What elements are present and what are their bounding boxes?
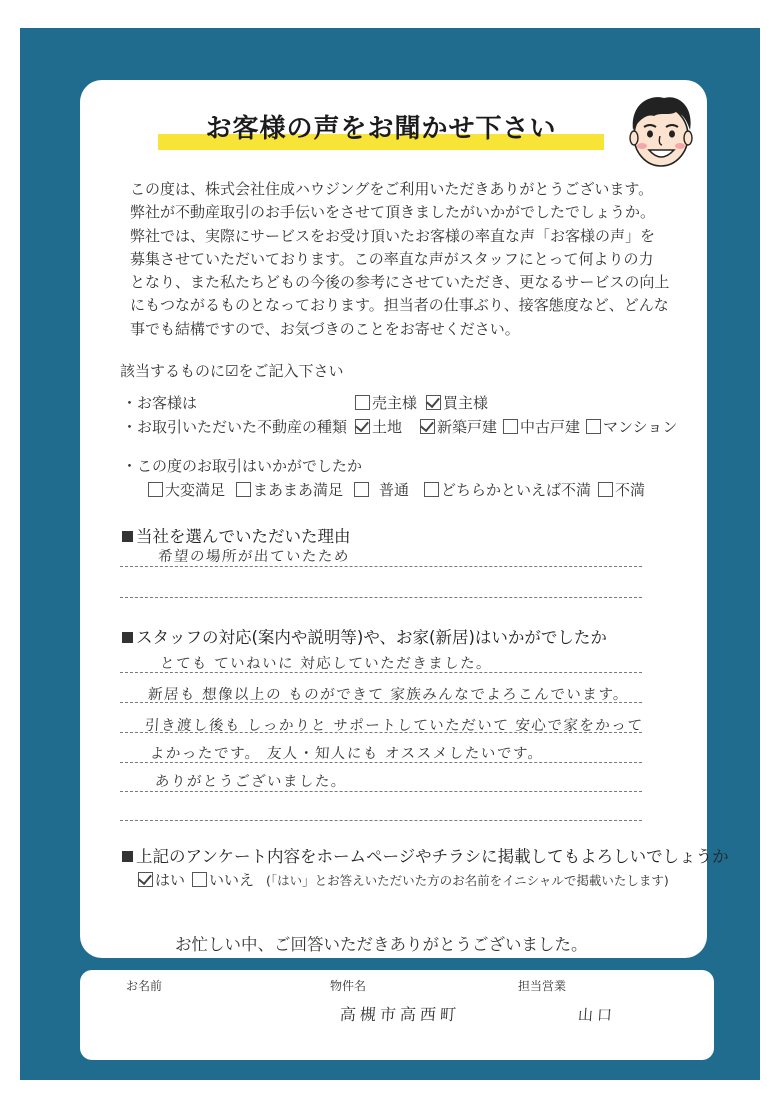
very-satisfied-option[interactable] bbox=[148, 479, 225, 500]
staff-label: 担当営業 bbox=[518, 979, 567, 993]
answer-rule bbox=[120, 566, 642, 567]
intro-line: 弊社では、実際にサービスをお受け頂いたお客様の率直な声「お客様の声」を bbox=[130, 226, 656, 245]
somewhat-satisfied-label: まあまあ満足 bbox=[253, 481, 344, 499]
answer-rule bbox=[120, 791, 642, 792]
mansion-checkbox[interactable] bbox=[586, 419, 601, 434]
staff-value[interactable]: 山口 bbox=[577, 1006, 617, 1024]
instruction-text: 該当するものに☑をご記入下さい bbox=[120, 362, 344, 380]
unsatisfied-option[interactable] bbox=[598, 479, 645, 500]
q1-heading-text: 当社を選んでいただいた理由 bbox=[136, 527, 351, 546]
publish-no-checkbox[interactable] bbox=[192, 872, 207, 887]
used-house-label: 中古戸建 bbox=[520, 418, 581, 436]
mansion-label: マンション bbox=[603, 418, 678, 436]
answer-rule bbox=[120, 702, 642, 703]
q2-answer-line[interactable]: とても ていねいに 対応していただきました。 bbox=[159, 656, 493, 672]
answer-rule bbox=[120, 732, 642, 733]
q1-answer-line[interactable]: 希望の場所が出ていたため bbox=[157, 549, 351, 565]
intro-line: 募集させていただいております。この率直な声がスタッフにとって何よりの力 bbox=[130, 249, 654, 268]
answer-rule bbox=[120, 762, 642, 763]
staff-face-icon bbox=[620, 90, 702, 170]
square-bullet-icon bbox=[122, 632, 133, 643]
thanks-text: お忙しい中、ご回答いただきありがとうございました。 bbox=[175, 935, 588, 954]
buyer-checkbox[interactable] bbox=[426, 395, 441, 410]
publish-yes-checkbox[interactable] bbox=[138, 872, 153, 887]
intro-line: 弊社が不動産取引のお手伝いをさせて頂きましたがいかがでしたでしょうか。 bbox=[130, 203, 656, 222]
publish-no-label: いいえ bbox=[209, 871, 255, 889]
property-value[interactable]: 高槻市高西町 bbox=[339, 1005, 461, 1024]
new-house-option[interactable] bbox=[420, 416, 497, 437]
title-block bbox=[158, 108, 604, 152]
somewhat-unsatisfied-checkbox[interactable] bbox=[424, 482, 439, 497]
publish-note: (「はい」とお答えいただいた方のお名前をイニシャルで掲載いたします) bbox=[266, 873, 669, 888]
q2-heading-text: スタッフの対応(案内や説明等)や、お家(新居)はいかがでしたか bbox=[136, 628, 607, 647]
square-bullet-icon bbox=[122, 851, 133, 862]
very-satisfied-label: 大変満足 bbox=[165, 481, 226, 499]
q2-heading bbox=[122, 624, 607, 648]
page-title: お客様の声をお聞かせ下さい bbox=[205, 114, 557, 144]
somewhat-unsatisfied-label: どちらかといえば不満 bbox=[441, 481, 592, 499]
very-satisfied-checkbox[interactable] bbox=[148, 482, 163, 497]
buyer-option[interactable] bbox=[426, 392, 488, 413]
seller-option[interactable] bbox=[355, 392, 417, 413]
publish-yes-label: はい bbox=[155, 871, 186, 889]
seller-label: 売主様 bbox=[372, 394, 418, 412]
new-house-checkbox[interactable] bbox=[420, 419, 435, 434]
new-house-label: 新築戸建 bbox=[437, 418, 498, 436]
neutral-label: 普通 bbox=[379, 481, 410, 499]
land-checkbox[interactable] bbox=[355, 419, 370, 434]
unsatisfied-label: 不満 bbox=[615, 481, 646, 499]
intro-line: この度は、株式会社住成ハウジングをご利用いただきありがとうございます。 bbox=[130, 180, 654, 198]
somewhat-satisfied-checkbox[interactable] bbox=[236, 482, 251, 497]
land-option[interactable] bbox=[355, 416, 402, 437]
property-type-label: ・お取引いただいた不動産の種類 bbox=[122, 418, 348, 436]
intro-text bbox=[130, 178, 690, 341]
customer-type-label: ・お客様は bbox=[122, 394, 198, 412]
unsatisfied-checkbox[interactable] bbox=[598, 482, 613, 497]
publish-no-option[interactable] bbox=[192, 869, 254, 890]
used-house-option[interactable] bbox=[503, 416, 580, 437]
square-bullet-icon bbox=[122, 531, 133, 542]
answer-rule bbox=[120, 820, 642, 821]
q3-heading bbox=[122, 843, 729, 867]
seller-checkbox[interactable] bbox=[355, 395, 370, 410]
q2-answer-line[interactable]: 引き渡し後も しっかりと サポートしていただいて 安心で家をかって bbox=[144, 718, 644, 734]
publish-yes-option[interactable] bbox=[138, 869, 185, 890]
q2-answer-line[interactable]: 新居も 想像以上の ものができて 家族みんなでよろこんでいます。 bbox=[147, 687, 630, 703]
somewhat-unsatisfied-option[interactable] bbox=[424, 479, 591, 500]
q3-heading-text: 上記のアンケート内容をホームページやチラシに掲載してもよろしいでしょうか bbox=[136, 847, 729, 866]
neutral-option[interactable] bbox=[354, 479, 409, 500]
intro-line: 事でも結構ですので、お気づきのことをお寄せください。 bbox=[130, 319, 520, 338]
q2-answer-line[interactable]: よかったです。 友人・知人にも オススメしたいです。 bbox=[149, 746, 545, 762]
used-house-checkbox[interactable] bbox=[503, 419, 518, 434]
name-label: お名前 bbox=[126, 979, 163, 993]
land-label: 土地 bbox=[372, 418, 403, 436]
mansion-option[interactable] bbox=[586, 416, 677, 437]
answer-rule bbox=[120, 672, 642, 673]
q1-heading bbox=[122, 523, 351, 547]
intro-line: となり、また私たちどもの今後の参考にさせていただき、更なるサービスの向上 bbox=[130, 273, 670, 292]
property-label: 物件名 bbox=[330, 979, 367, 993]
neutral-checkbox[interactable] bbox=[354, 482, 369, 497]
answer-rule bbox=[120, 597, 642, 598]
buyer-label: 買主様 bbox=[443, 394, 489, 412]
satisfaction-label: ・この度のお取引はいかがでしたか bbox=[122, 457, 363, 475]
intro-line: にもつながるものとなっております。担当者の仕事ぶり、接客態度など、どんな bbox=[130, 296, 669, 315]
q2-answer-line[interactable]: ありがとうございました。 bbox=[154, 774, 348, 790]
somewhat-satisfied-option[interactable] bbox=[236, 479, 343, 500]
